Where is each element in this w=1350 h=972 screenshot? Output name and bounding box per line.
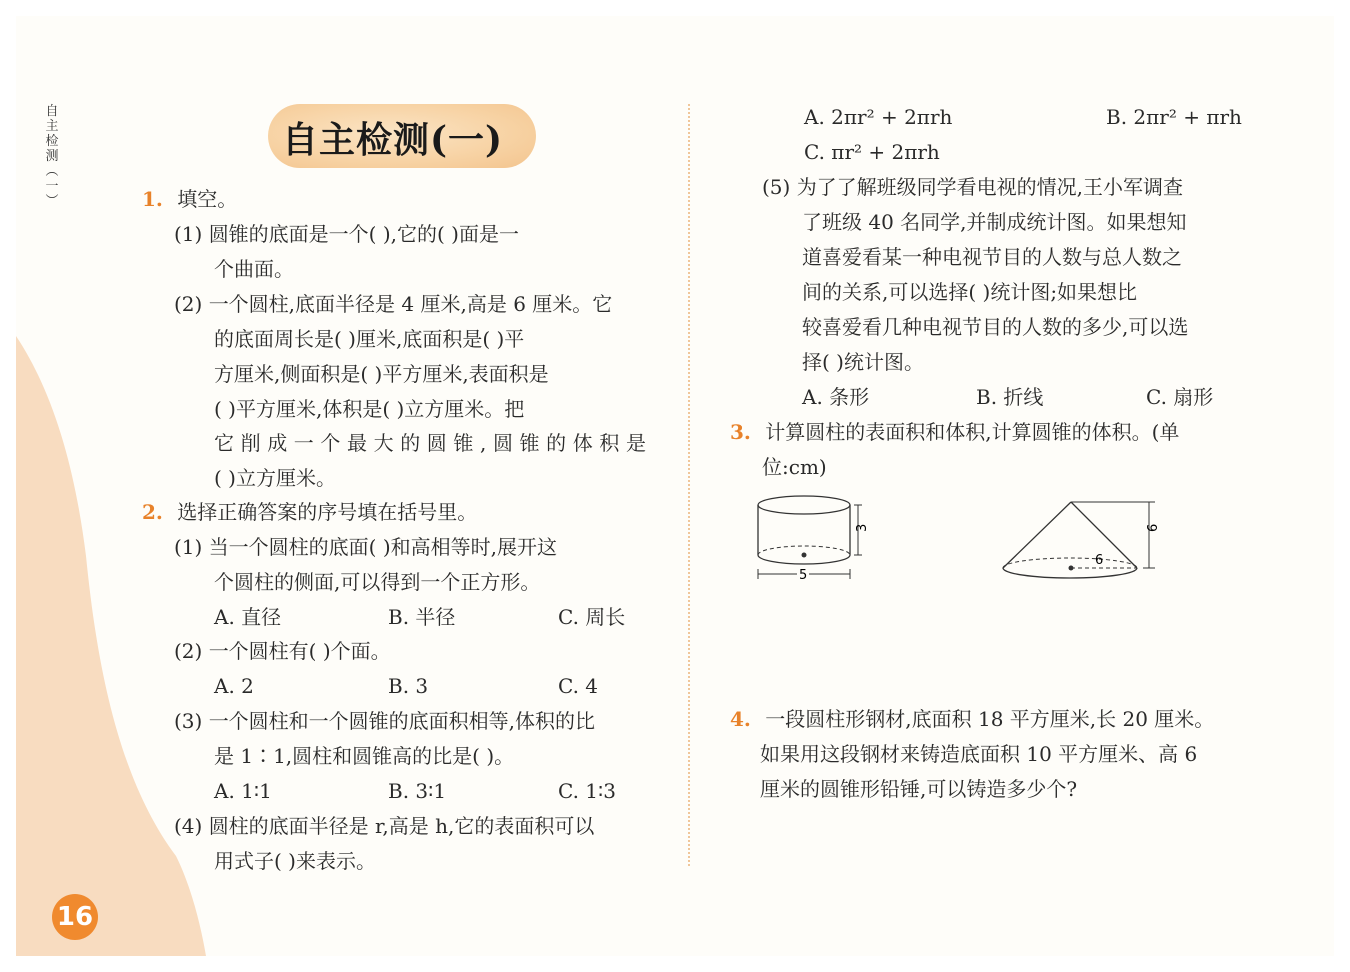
question-text: 个圆柱的侧面,可以得到一个正方形。 (214, 570, 541, 594)
option-b: B. 3∶1 (388, 779, 447, 803)
cone-radius-label: 6 (1095, 553, 1104, 568)
page-number-badge: 16 (52, 894, 98, 940)
option-a: A. 条形 (802, 385, 870, 409)
question-text: 择( )统计图。 (802, 350, 924, 374)
cylinder-diameter-label: 5 (799, 568, 808, 583)
question-3-heading: 3. 计算圆柱的表面积和体积,计算圆锥的体积。(单 (730, 420, 1180, 444)
question-text: 位:cm) (762, 455, 827, 479)
column-divider (688, 104, 690, 866)
question-text: ( )立方厘米。 (214, 466, 336, 490)
question-1-heading: 1. 填空。 (142, 187, 238, 211)
question-text: 方厘米,侧面积是( )平方厘米,表面积是 (214, 362, 549, 386)
question-text: (2) 一个圆柱有( )个面。 (174, 639, 391, 663)
question-text: 道喜爱看某一种电视节目的人数与总人数之 (802, 245, 1182, 269)
option-c: C. 4 (558, 674, 599, 698)
question-text: (3) 一个圆柱和一个圆锥的底面积相等,体积的比 (174, 709, 596, 733)
question-text: (5) 为了了解班级同学看电视的情况,王小军调查 (762, 175, 1184, 199)
cylinder-height-label: 3 (855, 523, 870, 532)
cylinder-diagram (750, 490, 880, 590)
option-b: B. 2πr² + πrh (1106, 105, 1242, 129)
cone-height-label: 6 (1146, 523, 1161, 532)
question-text: 了班级 40 名同学,并制成统计图。如果想知 (802, 210, 1187, 234)
question-text: 个曲面。 (214, 257, 294, 281)
side-section-label: 自 主 检 测 ︵ 一 ︶ (45, 104, 59, 209)
title-banner (268, 104, 536, 168)
option-a: A. 2 (214, 674, 254, 698)
question-text: 如果用这段钢材来铸造底面积 10 平方厘米、高 6 (760, 742, 1198, 766)
page-title: 自主检测(一) (282, 119, 504, 161)
option-a: A. 直径 (214, 605, 282, 629)
option-a: A. 2πr² + 2πrh (804, 105, 953, 129)
question-text: 它削成一个最大的圆锥,圆锥的体积是 (214, 431, 653, 455)
question-4-heading: 4. 一段圆柱形钢材,底面积 18 平方厘米,长 20 厘米。 (730, 707, 1215, 731)
question-2-heading: 2. 选择正确答案的序号填在括号里。 (142, 500, 478, 524)
option-b: B. 3 (388, 674, 429, 698)
question-text: (1) 圆锥的底面是一个( ),它的( )面是一 (174, 222, 519, 246)
option-a: A. 1∶1 (214, 779, 272, 803)
option-c: C. πr² + 2πrh (804, 140, 940, 164)
question-text: 厘米的圆锥形铅锤,可以铸造多少个? (760, 777, 1078, 801)
question-text: (2) 一个圆柱,底面半径是 4 厘米,高是 6 厘米。它 (174, 292, 613, 316)
question-text: (1) 当一个圆柱的底面( )和高相等时,展开这 (174, 535, 558, 559)
option-c: C. 扇形 (1146, 385, 1214, 409)
question-text: 用式子( )来表示。 (214, 849, 376, 873)
cone-diagram (995, 490, 1165, 590)
question-text: 是 1∶1,圆柱和圆锥高的比是( )。 (214, 744, 515, 768)
question-text: (4) 圆柱的底面半径是 r,高是 h,它的表面积可以 (174, 814, 595, 838)
question-text: ( )平方厘米,体积是( )立方厘米。把 (214, 397, 525, 421)
option-c: C. 周长 (558, 605, 626, 629)
question-text: 的底面周长是( )厘米,底面积是( )平 (214, 327, 525, 351)
option-b: B. 半径 (388, 605, 456, 629)
option-b: B. 折线 (976, 385, 1044, 409)
question-text: 较喜爱看几种电视节目的人数的多少,可以选 (802, 315, 1189, 339)
question-text: 间的关系,可以选择( )统计图;如果想比 (802, 280, 1138, 304)
option-c: C. 1∶3 (558, 779, 616, 803)
